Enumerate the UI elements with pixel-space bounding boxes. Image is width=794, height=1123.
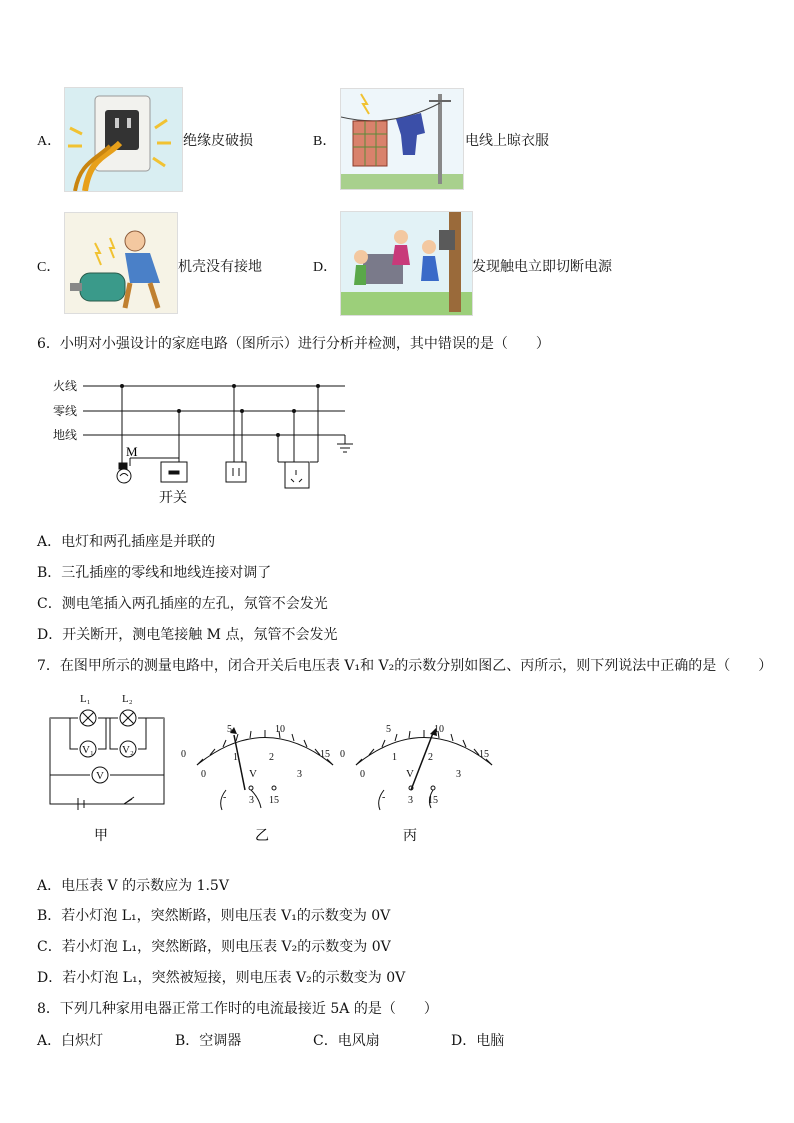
svg-text:-: - [382,792,386,803]
figure-jia-caption: 甲 [94,829,108,844]
option-letter: C． [37,260,61,275]
v1-label: V₁ [82,744,94,756]
three-hole-socket [285,462,309,488]
svg-text:V: V [249,768,257,780]
broken-insulation-picture [64,87,183,192]
q6-option-b: B．三孔插座的零线和地线连接对调了 [37,565,272,581]
switch-label: 开关 [159,491,187,506]
series-circuit-diagram [50,710,164,810]
q7-figures [40,685,500,850]
question-7-stem: 7．在图甲所示的测量电路中，闭合开关后电压表 V₁和 V₂的示数分别如图乙、丙所示，则下列说法中正确的是（ ） [37,658,773,674]
l1-label: L₁ [80,693,91,705]
svg-text:0: 0 [340,749,345,760]
clothes-on-wire-picture [340,88,464,190]
svg-text:V: V [406,768,414,780]
svg-text:10: 10 [275,724,285,735]
ground-wire-label: 地线 [53,428,78,442]
svg-text:15: 15 [428,795,438,806]
option-caption: 机壳没有接地 [178,259,262,275]
svg-text:15: 15 [479,749,489,760]
motor-shock-icon [65,213,177,313]
q8-option-c: C．电风扇 [313,1033,380,1049]
svg-text:5: 5 [227,724,232,735]
svg-text:0: 0 [201,769,206,780]
ungrounded-machine-picture [64,212,178,314]
q8-option-b: B．空调器 [175,1033,242,1049]
svg-text:0: 0 [181,749,186,760]
svg-text:2: 2 [269,752,274,763]
svg-text:10: 10 [434,724,444,735]
option-letter: A． [37,134,62,149]
svg-text:3: 3 [249,795,254,806]
two-hole-socket [226,462,246,482]
l2-label: L₂ [122,693,133,705]
option-caption: 绝缘皮破损 [183,133,253,149]
figure-yi-caption: 乙 [255,829,269,844]
svg-text:2: 2 [428,752,433,763]
neutral-wire-label: 零线 [53,404,78,418]
svg-text:1: 1 [392,752,397,763]
v-label: V [96,770,104,782]
cut-power-picture [340,211,473,316]
live-wire-label: 火线 [53,379,78,393]
svg-text:15: 15 [320,749,330,760]
point-m-label: M [126,444,138,459]
question-6-stem: 6．小明对小强设计的家庭电路（图所示）进行分析并检测，其中错误的是（ ） [37,336,550,352]
svg-text:1: 1 [233,752,238,763]
household-circuit-diagram [30,370,360,510]
lamp-icon [117,469,131,483]
option-caption: 发现触电立即切断电源 [472,259,612,275]
svg-text:-: - [223,792,227,803]
question-8-stem: 8．下列几种家用电器正常工作时的电流最接近 5A 的是（ ） [37,1001,438,1017]
q7-option-a: A．电压表 V 的示数应为 1.5V [37,878,229,894]
q7-option-d: D．若小灯泡 L₁，突然被短接，则电压表 V₂的示数变为 0V [37,970,406,986]
q6-option-d: D．开关断开，测电笔接触 M 点，氖管不会发光 [37,627,338,643]
figure-bing-caption: 丙 [403,829,417,844]
svg-text:3: 3 [297,769,302,780]
clothesline-icon [341,89,463,189]
q8-option-d: D．电脑 [451,1033,505,1049]
option-caption: 电线上晾衣服 [465,133,549,149]
q6-option-c: C．测电笔插入两孔插座的左孔，氖管不会发光 [37,596,328,612]
voltmeter-yi [181,724,333,810]
q8-option-a: A．白炽灯 [37,1033,104,1049]
v2-label: V₂ [122,744,134,756]
voltmeter-bing [340,724,492,810]
option-letter: D． [313,260,338,275]
svg-text:3: 3 [456,769,461,780]
rescue-switch-icon [341,212,472,315]
option-letter: B． [313,134,337,149]
svg-text:5: 5 [386,724,391,735]
svg-text:15: 15 [269,795,279,806]
svg-text:0: 0 [360,769,365,780]
q6-option-a: A．电灯和两孔插座是并联的 [37,534,216,550]
plug-socket-icon [65,88,182,191]
svg-text:3: 3 [408,795,413,806]
q7-option-c: C．若小灯泡 L₁，突然断路，则电压表 V₂的示数变为 0V [37,939,391,955]
q7-option-b: B．若小灯泡 L₁，突然断路，则电压表 V₁的示数变为 0V [37,908,391,924]
